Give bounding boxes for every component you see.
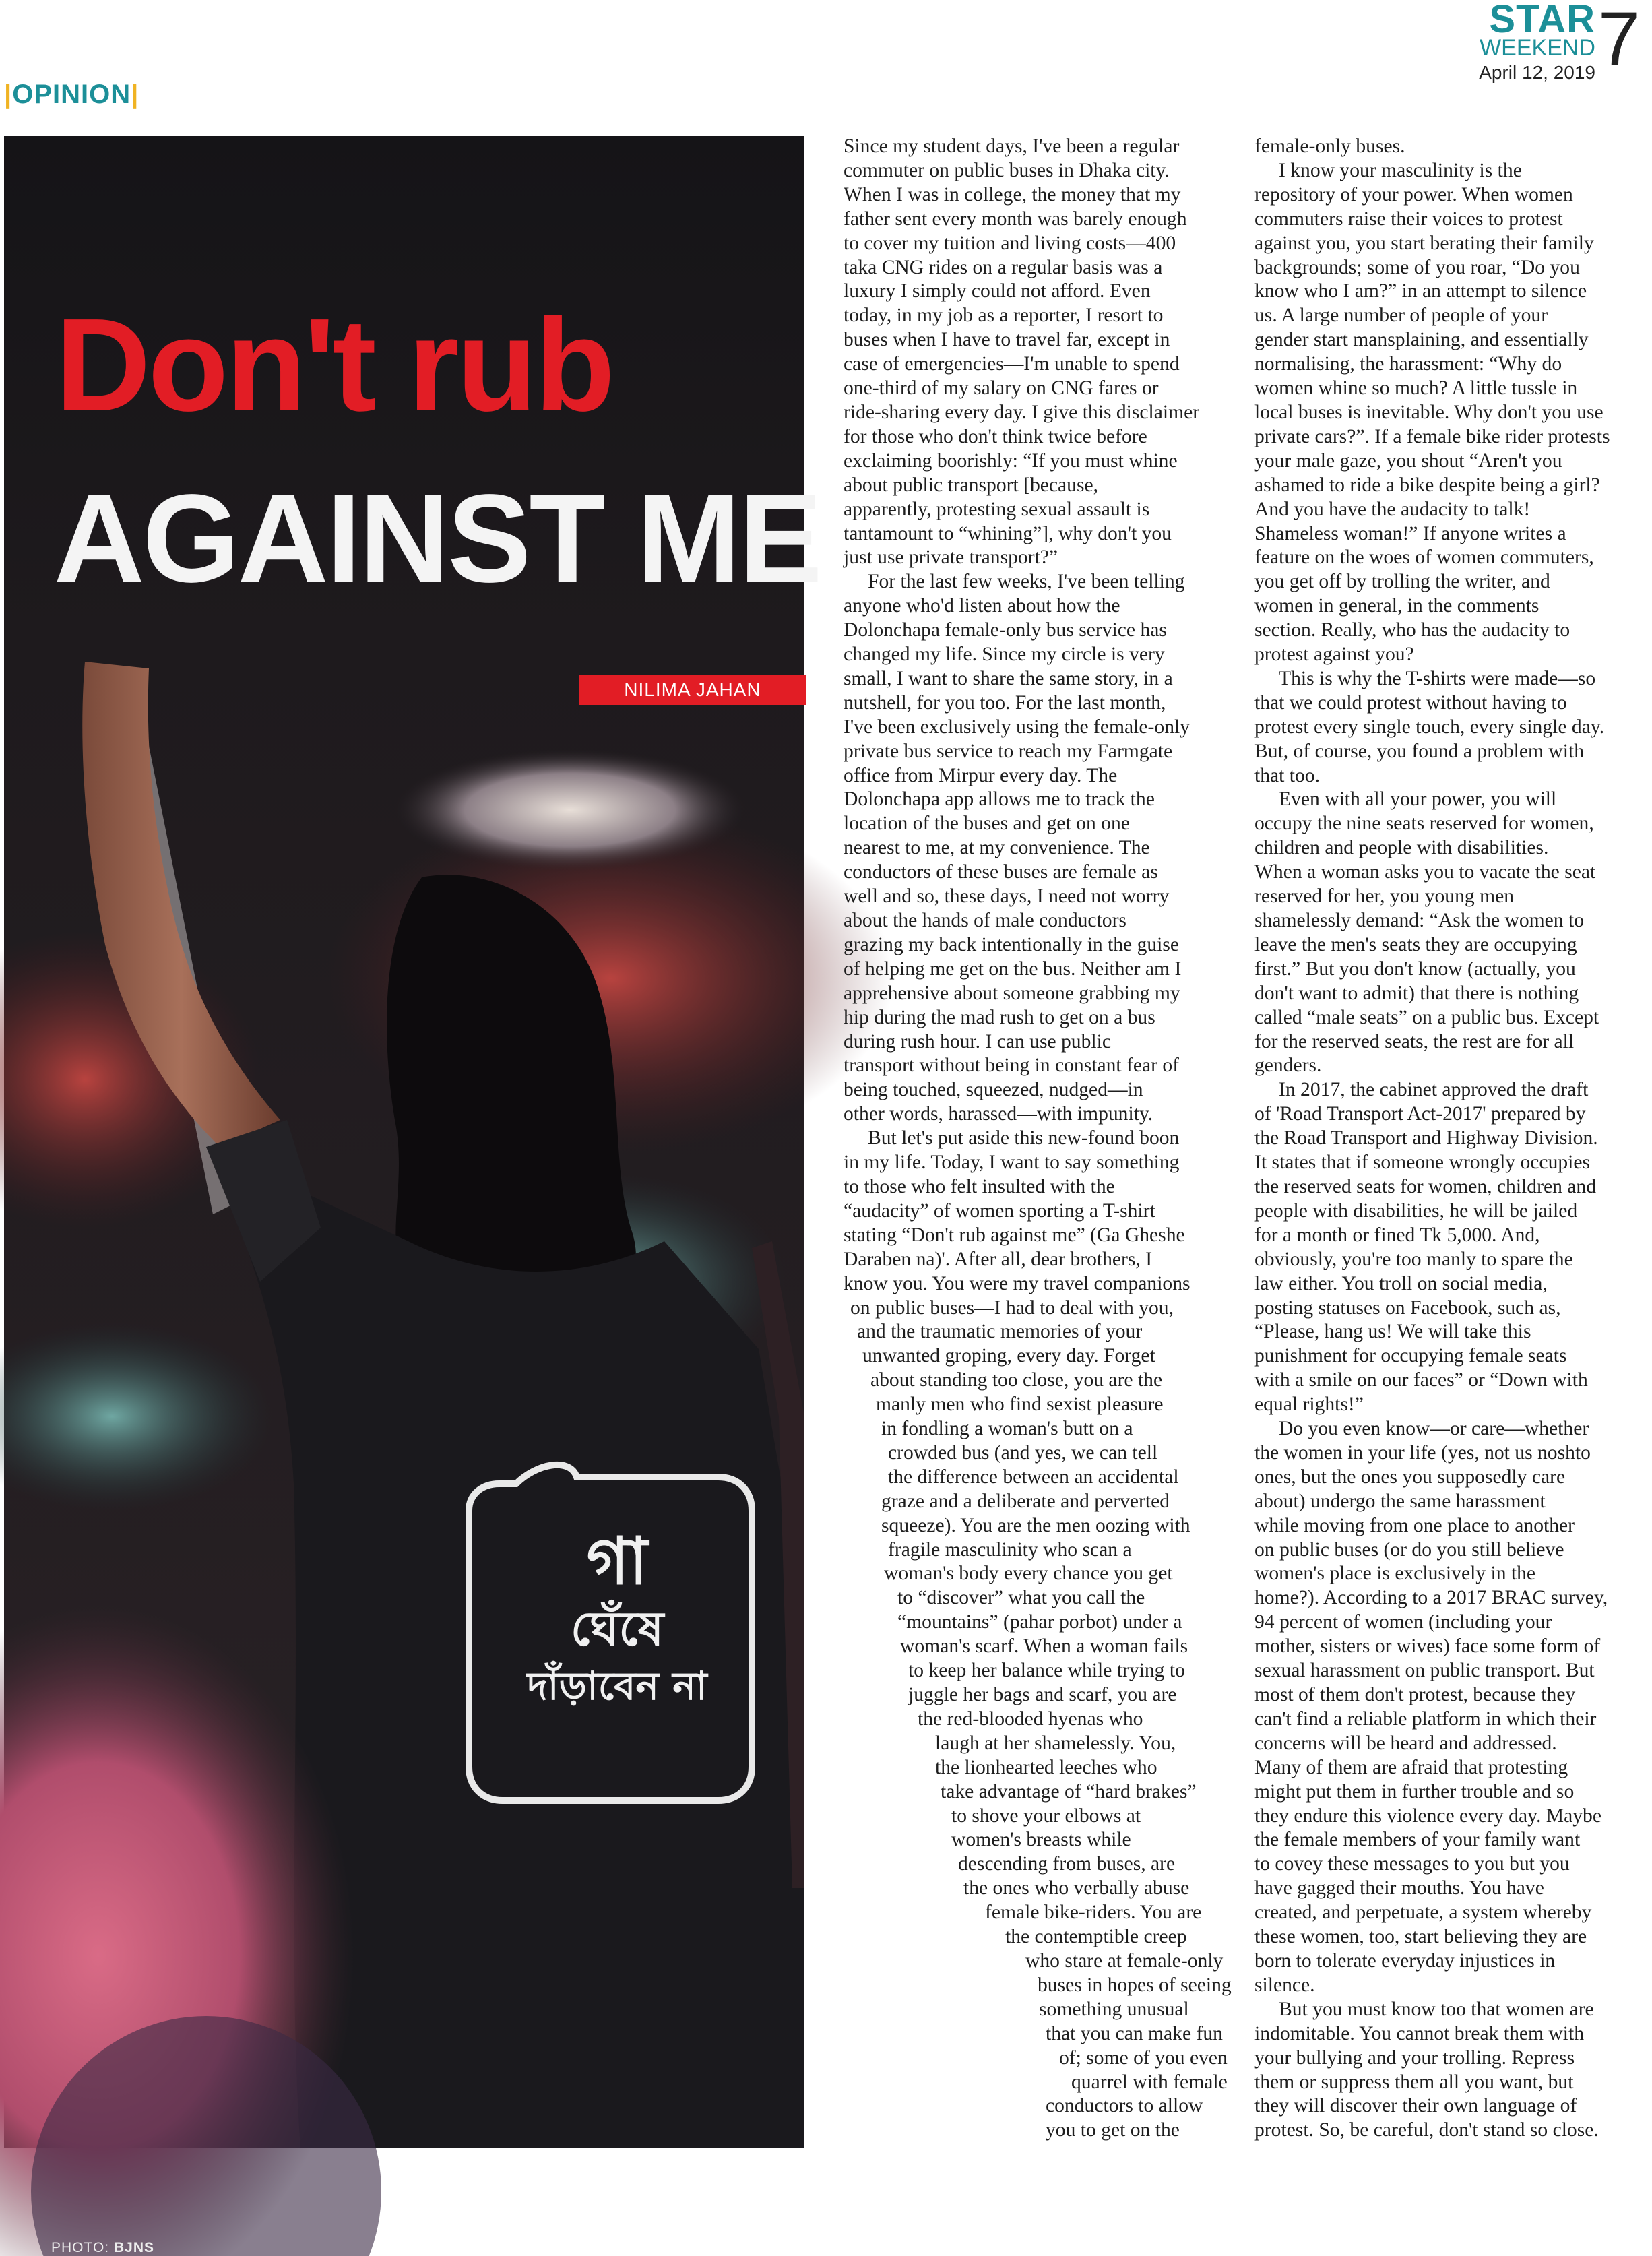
article-line: the difference between an accidental bbox=[888, 1466, 1179, 1488]
article-line: that too. bbox=[1254, 764, 1320, 786]
article-line: take advantage of “hard brakes” bbox=[941, 1780, 1197, 1803]
article-column-2 bbox=[1254, 135, 1640, 2143]
article-line: backgrounds; some of you roar, “Do you bbox=[1254, 256, 1580, 278]
article-line: apprehensive about someone grabbing my bbox=[844, 982, 1180, 1004]
article-line: the lionhearted leeches who bbox=[935, 1756, 1157, 1778]
article-line: indomitable. You cannot break them with bbox=[1254, 2022, 1585, 2044]
article-line: might put them in further trouble and so bbox=[1254, 1780, 1575, 1803]
article-line: graze and a deliberate and perverted bbox=[881, 1490, 1170, 1512]
article-line: just use private transport?” bbox=[844, 546, 1058, 569]
article-line: sexual harassment on public transport. But bbox=[1254, 1660, 1595, 1682]
article-line: I know your masculinity is the bbox=[1279, 159, 1522, 181]
article-line: you get off by trolling the writer, and bbox=[1254, 571, 1550, 593]
article-line: on public buses—I had to deal with you, bbox=[850, 1296, 1174, 1319]
article-line: small, I want to share the same story, in a bbox=[844, 667, 1173, 689]
article-line: And you have the audacity to talk! bbox=[1254, 498, 1531, 520]
article-line: normalising, the harassment: “Why do bbox=[1254, 353, 1562, 375]
masthead bbox=[0, 0, 1652, 135]
article-line: of 'Road Transport Act-2017' prepared by bbox=[1254, 1103, 1586, 1125]
photo-credit-source: BJNS bbox=[113, 2240, 154, 2255]
article-line: protest against you? bbox=[1254, 644, 1414, 666]
article-line: female bike-riders. You are bbox=[985, 1902, 1202, 1924]
article-line: the contemptible creep bbox=[1005, 1926, 1187, 1948]
article-line: women's breasts while bbox=[951, 1829, 1131, 1851]
byline: NILIMA JAHAN bbox=[579, 675, 806, 705]
photo-credit bbox=[51, 2240, 154, 2256]
article-line: “Please, hang us! We will take this bbox=[1254, 1321, 1531, 1343]
section-bar-left: | bbox=[4, 80, 13, 109]
article-line: section. Really, who has the audacity to bbox=[1254, 619, 1570, 641]
article-line: posting statuses on Facebook, such as, bbox=[1254, 1296, 1561, 1319]
article-line: Since my student days, I've been a regular bbox=[844, 135, 1180, 157]
article-line: transport without being in constant fear of bbox=[844, 1055, 1180, 1077]
article-line: and the traumatic memories of your bbox=[857, 1321, 1143, 1343]
shirt-slogan-line-2: ঘেঁষে bbox=[570, 1601, 664, 1656]
article-line: about public transport [because, bbox=[844, 474, 1099, 496]
article-line: don't want to admit) that there is nothing bbox=[1254, 982, 1579, 1004]
article-line: the Road Transport and Highway Division. bbox=[1254, 1127, 1598, 1150]
article-line: protest every single touch, every single day. bbox=[1254, 716, 1605, 738]
article-line: your bullying and your trolling. Repress bbox=[1254, 2046, 1575, 2069]
article-line: to shove your elbows at bbox=[951, 1805, 1141, 1827]
shirt-slogan-line-3: দাঁড়াবেন না bbox=[527, 1663, 707, 1709]
article-line: about the hands of male conductors bbox=[844, 910, 1126, 931]
article-line: Many of them are afraid that protesting bbox=[1254, 1756, 1568, 1778]
article-line: taka CNG rides on a regular basis was a bbox=[844, 256, 1163, 278]
feature-photo bbox=[4, 136, 821, 2255]
article-line: But, of course, you found a problem with bbox=[1254, 740, 1585, 762]
section-bar-right: | bbox=[131, 80, 139, 109]
article-line: woman's body every chance you get bbox=[884, 1563, 1173, 1585]
article-line: home?). According to a 2017 BRAC survey, bbox=[1254, 1587, 1608, 1609]
article-line: gender start mansplaining, and essentially bbox=[1254, 329, 1589, 351]
photo-credit-label: PHOTO: bbox=[51, 2240, 110, 2255]
article-line: to “discover” what you call the bbox=[897, 1587, 1145, 1609]
article-line: first.” But you don't know (actually, you bbox=[1254, 958, 1576, 980]
article-line: ashamed to ride a bike despite being a girl? bbox=[1254, 474, 1600, 496]
article-line: to cover my tuition and living costs—400 bbox=[844, 232, 1176, 254]
article-line: to keep her balance while trying to bbox=[908, 1660, 1185, 1682]
article-line: us. A large number of people of your bbox=[1254, 305, 1548, 327]
article-line: can't find a reliable platform in which their bbox=[1254, 1707, 1597, 1730]
article-line: in fondling a woman's butt on a bbox=[881, 1418, 1133, 1440]
article-line: feature on the woes of women commuters, bbox=[1254, 546, 1594, 569]
article-line: hip during the mad rush to get on a bus bbox=[844, 1006, 1155, 1028]
article-line: to covey these messages to you but you bbox=[1254, 1853, 1570, 1875]
article-line: the ones who verbally abuse bbox=[963, 1877, 1190, 1900]
article-line: for the reserved seats, the rest are for all bbox=[1254, 1030, 1575, 1053]
article-line: anyone who'd listen about how the bbox=[844, 595, 1120, 617]
article-line: private bus service to reach my Farmgate bbox=[844, 740, 1173, 762]
article-line: commuter on public buses in Dhaka city. bbox=[844, 159, 1170, 181]
article-line: But let's put aside this new-found boon bbox=[868, 1127, 1180, 1150]
article-line: ride-sharing every day. I give this disclaimer bbox=[844, 401, 1200, 423]
article-line: changed my life. Since my circle is very bbox=[844, 644, 1165, 666]
article-line: 94 percent of women (including your bbox=[1254, 1611, 1552, 1633]
article-line: they will discover their own language of bbox=[1254, 2095, 1577, 2117]
article-line: female-only buses. bbox=[1254, 135, 1405, 157]
article-line: have gagged their mouths. You have bbox=[1254, 1877, 1544, 1900]
article-line: while moving from one place to another bbox=[1254, 1514, 1575, 1536]
shirt-slogan-line-1: গা bbox=[586, 1524, 648, 1599]
article-line: shamelessly demand: “Ask the women to bbox=[1254, 910, 1585, 931]
article-line: woman's scarf. When a woman fails bbox=[900, 1635, 1188, 1658]
article-line: the reserved seats for women, children and bbox=[1254, 1175, 1597, 1197]
article-line: most of them don't protest, because they bbox=[1254, 1684, 1576, 1705]
article-line: against you, you start berating their family bbox=[1254, 232, 1594, 254]
article-column-1 bbox=[844, 135, 1231, 2143]
article-line: silence. bbox=[1254, 1974, 1315, 1996]
article-line: called “male seats” on a public bus. Except bbox=[1254, 1006, 1599, 1028]
article-line: that you can make fun bbox=[1046, 2022, 1223, 2044]
article-line: local buses is inevitable. Why don't you use bbox=[1254, 401, 1603, 423]
headline-line-2: AGAINST ME bbox=[54, 469, 821, 608]
article-line: they endure this violence every day. Maybe bbox=[1254, 1805, 1601, 1827]
article-line: In 2017, the cabinet approved the draft bbox=[1279, 1079, 1589, 1101]
article-line: in my life. Today, I want to say something bbox=[844, 1152, 1180, 1174]
article-line: office from Mirpur every day. The bbox=[844, 764, 1118, 786]
article-line: law either. You troll on social media, bbox=[1254, 1272, 1548, 1294]
article-line: to those who felt insulted with the bbox=[844, 1175, 1115, 1197]
article-line: about standing too close, you are the bbox=[870, 1369, 1163, 1391]
article-line: occupy the nine seats reserved for women, bbox=[1254, 813, 1594, 835]
article-line: father sent every month was barely enough bbox=[844, 208, 1187, 230]
brand-logo bbox=[1461, 0, 1595, 84]
article-line: the women in your life (yes, not us noshto bbox=[1254, 1441, 1591, 1464]
article-line: Dolonchapa female-only bus service has bbox=[844, 619, 1167, 641]
article-line: them or suppress them all you want, but bbox=[1254, 2071, 1574, 2093]
article-line: reserved for her, you young men bbox=[1254, 885, 1515, 908]
article-line: fragile masculinity who scan a bbox=[888, 1538, 1132, 1561]
article-line: luxury I simply could not afford. Even bbox=[844, 280, 1151, 303]
article-line: something unusual bbox=[1039, 1998, 1189, 2020]
brand-weekend: WEEKEND bbox=[1480, 35, 1595, 61]
article-line: Even with all your power, you will bbox=[1279, 788, 1557, 811]
article-line: juggle her bags and scarf, you are bbox=[908, 1684, 1177, 1705]
article-line: descending from buses, are bbox=[958, 1853, 1176, 1875]
article-line: mother, sisters or wives) face some form of bbox=[1254, 1635, 1601, 1658]
article-line: This is why the T-shirts were made—so bbox=[1279, 667, 1596, 689]
article-line: the female members of your family want bbox=[1254, 1829, 1581, 1851]
article-line: unwanted groping, every day. Forget bbox=[862, 1345, 1155, 1367]
article-line: that we could protest without having to bbox=[1254, 691, 1567, 714]
shirt-slogan bbox=[489, 1524, 745, 1713]
article-line: quarrel with female bbox=[1071, 2071, 1228, 2093]
article-line: created, and perpetuate, a system whereby bbox=[1254, 1902, 1592, 1924]
article-line: the red-blooded hyenas who bbox=[918, 1707, 1143, 1730]
article-line: Daraben na)'. After all, dear brothers, I bbox=[844, 1248, 1153, 1270]
issue-date: April 12, 2019 bbox=[1479, 62, 1595, 83]
article-line: apparently, protesting sexual assault is bbox=[844, 498, 1150, 520]
page-number: 7 bbox=[1597, 0, 1640, 81]
article-line: your male gaze, you shout “Aren't you bbox=[1254, 449, 1562, 472]
article-line: who stare at female-only bbox=[1025, 1949, 1224, 1972]
article-line: It states that if someone wrongly occupies bbox=[1254, 1152, 1591, 1174]
article-line: conductors of these buses are female as bbox=[844, 861, 1158, 883]
article-line: Shameless woman!” If anyone writes a bbox=[1254, 522, 1566, 544]
section-label: OPINION bbox=[12, 80, 131, 109]
article-line: private cars?”. If a female bike rider protests bbox=[1254, 425, 1610, 447]
brand-star: STAR bbox=[1489, 0, 1595, 41]
article-line: repository of your power. When women bbox=[1254, 183, 1573, 206]
article-line: protest. So, be careful, don't stand so close. bbox=[1254, 2119, 1599, 2141]
article-line: of; some of you even bbox=[1059, 2046, 1228, 2069]
article-line: laugh at her shamelessly. You, bbox=[935, 1732, 1176, 1754]
article-line: “audacity” of women sporting a T-shirt bbox=[844, 1199, 1155, 1222]
article-line: nutshell, for you too. For the last month, bbox=[844, 691, 1166, 714]
article-line: crowded bus (and yes, we can tell bbox=[888, 1441, 1158, 1464]
article-line: being touched, squeezed, nudged—in bbox=[844, 1079, 1143, 1101]
article-line: leave the men's seats they are occupying bbox=[1254, 933, 1577, 955]
article-line: stating “Don't rub against me” (Ga Gheshe bbox=[844, 1224, 1185, 1246]
article-line: equal rights!” bbox=[1254, 1393, 1364, 1416]
article-line: When I was in college, the money that my bbox=[844, 183, 1181, 206]
article-line: born to tolerate everyday injustices in bbox=[1254, 1949, 1556, 1972]
article-line: ones, but the ones you supposedly care bbox=[1254, 1466, 1566, 1488]
article-line: tantamount to “whining”], why don't you bbox=[844, 522, 1172, 544]
article-line: manly men who find sexist pleasure bbox=[876, 1393, 1164, 1416]
article-line: you to get on the bbox=[1046, 2119, 1180, 2141]
article-line: know who I am?” in an attempt to silence bbox=[1254, 280, 1587, 303]
article-line: about) undergo the same harassment bbox=[1254, 1490, 1546, 1512]
article-line: squeeze). You are the men oozing with bbox=[881, 1514, 1190, 1536]
article-line: today, in my job as a reporter, I resort to bbox=[844, 305, 1164, 327]
article-line: of helping me get on the bus. Neither am I bbox=[844, 958, 1182, 980]
article-line: buses in hopes of seeing bbox=[1038, 1974, 1232, 1996]
article-line: women in general, in the comments bbox=[1254, 595, 1539, 617]
article-line: during rush hour. I can use public bbox=[844, 1030, 1111, 1053]
article-line: case of emergencies—I'm unable to spend bbox=[844, 353, 1180, 375]
article-line: for a month or fined Tk 5,000. And, bbox=[1254, 1224, 1540, 1246]
article-line: children and people with disabilities. bbox=[1254, 837, 1549, 859]
section-tag bbox=[4, 77, 139, 112]
article-line: well and so, these days, I need not worry bbox=[844, 885, 1170, 908]
headline-line-1: Don't rub bbox=[55, 291, 613, 439]
article-line: on public buses (or do you still believe bbox=[1254, 1538, 1564, 1561]
article-line: genders. bbox=[1254, 1055, 1322, 1077]
article-line: exclaiming boorishly: “If you must whine bbox=[844, 449, 1178, 472]
article-line: other words, harassed—with impunity. bbox=[844, 1103, 1153, 1125]
article-line: commuters raise their voices to protest bbox=[1254, 208, 1563, 230]
article-line: for those who don't think twice before bbox=[844, 425, 1147, 447]
article-line: I've been exclusively using the female-only bbox=[844, 716, 1190, 738]
article-line: But you must know too that women are bbox=[1279, 1998, 1594, 2020]
article-line: Do you even know—or care—whether bbox=[1279, 1418, 1589, 1440]
article-line: location of the buses and get on one bbox=[844, 813, 1130, 835]
article-line: For the last few weeks, I've been telling bbox=[868, 571, 1185, 593]
article-line: conductors to allow bbox=[1046, 2095, 1203, 2117]
article-line: buses when I have to travel far, except in bbox=[844, 329, 1170, 351]
article-line: one-third of my salary on CNG fares or bbox=[844, 377, 1159, 400]
article-line: “mountains” (pahar porbot) under a bbox=[897, 1611, 1182, 1633]
article-line: punishment for occupying female seats bbox=[1254, 1345, 1567, 1367]
article-line: When a woman asks you to vacate the seat bbox=[1254, 861, 1596, 883]
article-line: know you. You were my travel companions bbox=[844, 1272, 1190, 1294]
article-line: women's place is exclusively in the bbox=[1254, 1563, 1536, 1585]
article-line: with a smile on our faces” or “Down with bbox=[1254, 1369, 1588, 1391]
article-line: obviously, you're too manly to spare the bbox=[1254, 1248, 1573, 1270]
article-line: nearest to me, at my convenience. The bbox=[844, 837, 1150, 859]
article-line: people with disabilities, he will be jailed bbox=[1254, 1199, 1578, 1222]
article-line: women whine so much? A little tussle in bbox=[1254, 377, 1578, 400]
article-line: concerns will be heard and addressed. bbox=[1254, 1732, 1557, 1754]
article-line: these women, too, start believing they are bbox=[1254, 1926, 1587, 1948]
article-line: Dolonchapa app allows me to track the bbox=[844, 788, 1155, 811]
article-line: grazing my back intentionally in the guise bbox=[844, 933, 1180, 955]
